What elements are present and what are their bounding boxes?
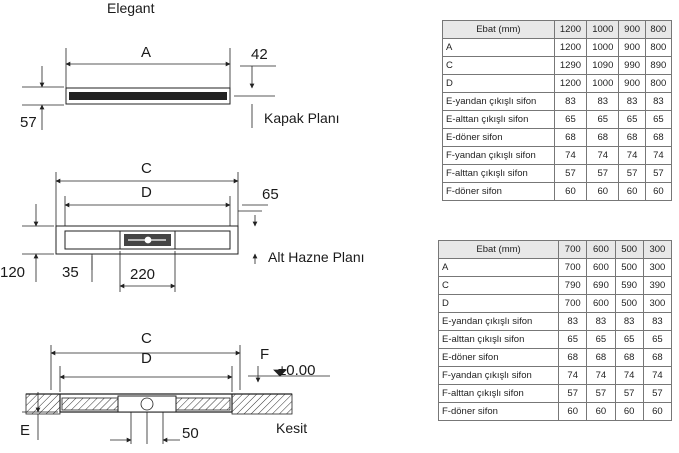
table-row [439,331,672,349]
dim-label-35: 35 [62,264,79,281]
dim-label-e: E [20,422,31,439]
dim-label-65: 65 [262,186,279,203]
table-row [443,57,672,75]
value-cell: 60 [587,403,615,421]
value-cell: 60 [615,403,643,421]
table-row [443,183,672,201]
level-label: ±0.00 [278,362,316,379]
table-header-row [439,241,672,259]
table-row [443,75,672,93]
table-row [439,349,672,367]
value-cell: 68 [645,129,671,147]
dim-label-a: A [141,44,152,61]
row-label-cell: A [443,39,555,57]
value-cell: 1290 [554,57,586,75]
value-cell: 60 [587,183,619,201]
row-label-cell: D [443,75,555,93]
value-cell: 74 [554,147,586,165]
value-cell: 74 [643,367,671,385]
size-table-large [442,20,672,201]
value-cell: 74 [619,147,645,165]
table-row [443,111,672,129]
value-cell: 83 [559,313,587,331]
dim-label-d: D [141,184,152,201]
row-label-cell: F-döner sifon [439,403,559,421]
header-cell-size: 800 [645,21,671,39]
value-cell: 57 [554,165,586,183]
value-cell: 65 [645,111,671,129]
table-row [439,277,672,295]
value-cell: 74 [645,147,671,165]
value-cell: 990 [619,57,645,75]
value-cell: 68 [559,349,587,367]
value-cell: 500 [615,295,643,313]
row-label-cell: E-yandan çıkışlı sifon [443,93,555,111]
table-row [439,295,672,313]
value-cell: 1200 [554,39,586,57]
header-cell-size: 600 [587,241,615,259]
value-cell: 83 [587,93,619,111]
value-cell: 83 [645,93,671,111]
header-cell-label: Ebat (mm) [443,21,555,39]
value-cell: 65 [554,111,586,129]
dim-label-50: 50 [182,425,199,442]
view-label-alt-hazne: Alt Hazne Planı [268,249,365,265]
value-cell: 900 [619,39,645,57]
value-cell: 57 [643,385,671,403]
value-cell: 65 [587,111,619,129]
view-label-kapak: Kapak Planı [264,110,340,126]
table-row [439,403,672,421]
value-cell: 690 [587,277,615,295]
row-label-cell: E-döner sifon [439,349,559,367]
row-label-cell: F-döner sifon [443,183,555,201]
value-cell: 60 [554,183,586,201]
dim-label-c-section: C [141,330,152,347]
view-label-kesit: Kesit [276,420,308,436]
value-cell: 65 [587,331,615,349]
value-cell: 74 [615,367,643,385]
value-cell: 60 [643,403,671,421]
value-cell: 700 [559,295,587,313]
value-cell: 500 [615,259,643,277]
row-label-cell: D [439,295,559,313]
row-label-cell: F-yandan çıkışlı sifon [439,367,559,385]
value-cell: 600 [587,259,615,277]
value-cell: 1090 [587,57,619,75]
table-row [443,129,672,147]
table-row [439,313,672,331]
dim-label-f: F [260,346,270,363]
dim-label-220: 220 [130,266,156,283]
dim-label-42: 42 [251,46,268,63]
dim-label-57: 57 [20,114,37,131]
header-cell-size: 1000 [587,21,619,39]
row-label-cell: C [439,277,559,295]
value-cell: 74 [559,367,587,385]
value-cell: 68 [587,349,615,367]
value-cell: 800 [645,39,671,57]
value-cell: 83 [619,93,645,111]
value-cell: 83 [587,313,615,331]
header-cell-size: 1200 [554,21,586,39]
row-label-cell: E-yandan çıkışlı sifon [439,313,559,331]
table-row [439,259,672,277]
value-cell: 57 [615,385,643,403]
value-cell: 68 [619,129,645,147]
dim-label-120: 120 [0,264,26,281]
header-cell-size: 900 [619,21,645,39]
value-cell: 60 [645,183,671,201]
row-label-cell: C [443,57,555,75]
value-cell: 57 [587,385,615,403]
value-cell: 83 [643,313,671,331]
value-cell: 300 [643,259,671,277]
value-cell: 1000 [587,75,619,93]
value-cell: 1200 [554,75,586,93]
value-cell: 57 [587,165,619,183]
value-cell: 68 [587,129,619,147]
value-cell: 65 [559,331,587,349]
value-cell: 65 [619,111,645,129]
dim-label-d-section: D [141,350,152,367]
table-row [439,367,672,385]
value-cell: 65 [615,331,643,349]
value-cell: 790 [559,277,587,295]
drawing-title: Elegant [107,0,155,16]
value-cell: 800 [645,75,671,93]
row-label-cell: F-alttan çıkışlı sifon [443,165,555,183]
value-cell: 57 [559,385,587,403]
value-cell: 390 [643,277,671,295]
value-cell: 83 [554,93,586,111]
value-cell: 60 [559,403,587,421]
value-cell: 74 [587,147,619,165]
header-cell-size: 500 [615,241,643,259]
row-label-cell: E-alttan çıkışlı sifon [439,331,559,349]
table-row [443,147,672,165]
value-cell: 65 [643,331,671,349]
value-cell: 300 [643,295,671,313]
value-cell: 68 [554,129,586,147]
value-cell: 890 [645,57,671,75]
value-cell: 700 [559,259,587,277]
table-row [443,93,672,111]
size-table-small [438,240,672,421]
value-cell: 900 [619,75,645,93]
value-cell: 60 [619,183,645,201]
table-header-row [443,21,672,39]
value-cell: 600 [587,295,615,313]
value-cell: 83 [615,313,643,331]
value-cell: 74 [587,367,615,385]
value-cell: 590 [615,277,643,295]
header-cell-size: 300 [643,241,671,259]
value-cell: 1000 [587,39,619,57]
table-row [443,165,672,183]
table-row [439,385,672,403]
header-cell-label: Ebat (mm) [439,241,559,259]
table-row [443,39,672,57]
row-label-cell: F-yandan çıkışlı sifon [443,147,555,165]
dim-label-c: C [141,160,152,177]
row-label-cell: E-alttan çıkışlı sifon [443,111,555,129]
row-label-cell: E-döner sifon [443,129,555,147]
row-label-cell: A [439,259,559,277]
header-cell-size: 700 [559,241,587,259]
value-cell: 68 [643,349,671,367]
value-cell: 57 [619,165,645,183]
row-label-cell: F-alttan çıkışlı sifon [439,385,559,403]
value-cell: 57 [645,165,671,183]
value-cell: 68 [615,349,643,367]
